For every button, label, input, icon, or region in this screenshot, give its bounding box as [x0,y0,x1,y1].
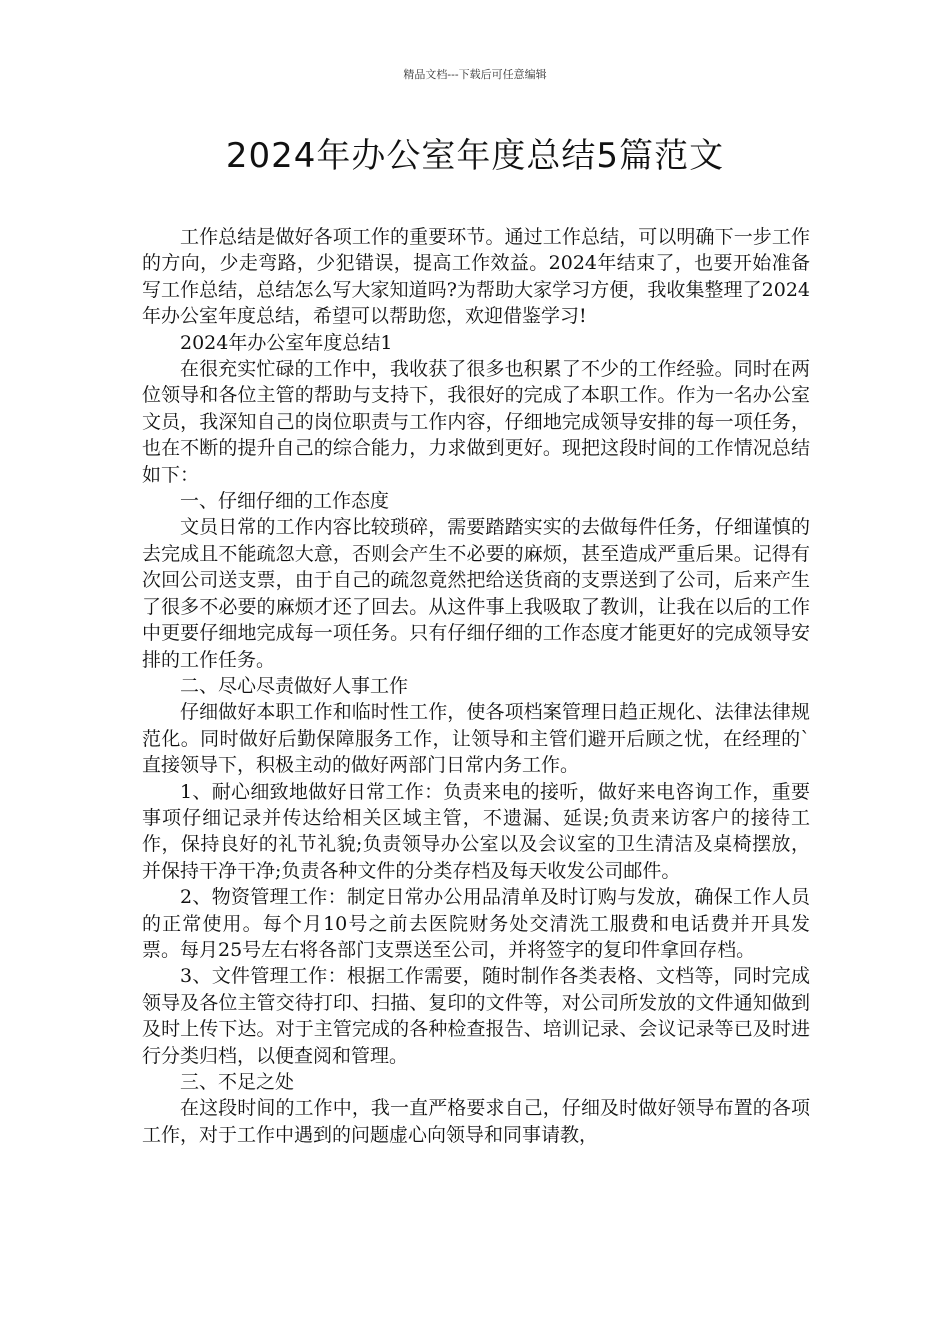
body-paragraph: 文员日常的工作内容比较琐碎，需要踏踏实实的去做每件任务，仔细谨慎的去完成且不能疏忽大意，否则会产生不必要的麻烦，甚至造成严重后果。记得有次回公司送支票，由于自己的疏忽竟然把给送货商的支票送到了公司，后来产生了很多不必要的麻烦才还了回去。从这件事上我吸取了教训，让我在以后的工作中更要仔细地完成每一项任务。只有仔细仔细的工作态度才能更好的完成领导安排的工作任务。 [142,516,810,671]
subheading-work-attitude: 一、仔细仔细的工作态度 [180,490,390,513]
body-paragraph: 在这段时间的工作中，我一直严格要求自己，仔细及时做好领导布置的各项工作，对于工作中遇到的问题虚心向领导和同事请教， [142,1097,810,1146]
body-paragraph: 仔细做好本职工作和临时性工作，使各项档案管理日趋正规化、法律法律规范化。同时做好后勤保障服务工作，让领导和主管们避开后顾之忧，在经理的`直接领导下，积极主动的做好两部门日常内务工作。 [142,701,810,777]
intro-paragraph: 工作总结是做好各项工作的重要环节。通过工作总结，可以明确下一步工作的方向，少走弯路，少犯错误，提高工作效益。2024年结束了，也要开始准备写工作总结，总结怎么写大家知道吗?为帮助大家学习方便，我收集整理了2024年办公室年度总结，希望可以帮助您，欢迎借鉴学习! [142,226,810,328]
subheading-personnel-work: 二、尽心尽责做好人事工作 [180,674,409,697]
body-paragraph: 在很充实忙碌的工作中，我收获了很多也积累了不少的工作经验。同时在两位领导和各位主管的帮助与支持下，我很好的完成了本职工作。作为一名办公室文员，我深知自己的岗位职责与工作内容，仔细地完成领导安排的每一项任务，也在不断的提升自己的综合能力，力求做到更好。现把这段时间的工作情况总结如下： [142,358,810,486]
section-title-summary-1: 2024年办公室年度总结1 [180,331,393,354]
page-header: 精品文档---下载后可任意编辑 [403,68,547,81]
document-title: 2024年办公室年度总结5篇范文 [225,136,725,176]
document-body [142,224,810,1148]
subheading-shortcomings: 三、不足之处 [180,1071,295,1093]
list-item-daily-work: 1、耐心细致地做好日常工作：负责来电的接听，做好来电咨询工作，重要事项仔细记录并传达给相关区域主管，不遗漏、延误;负责来访客户的接待工作，保持良好的礼节礼貌;负责领导办公室以及会议室的卫生清洁及桌椅摆放，并保持干净干净;负责各种文件的分类存档及每天收发公司邮件。 [142,780,810,882]
list-item-documents: 3、文件管理工作：根据工作需要，随时制作各类表格、文档等，同时完成领导及各位主管交待打印、扫描、复印的文件等，对公司所发放的文件通知做到及时上传下达。对于主管完成的各种检查报告、培训记录、会议记录等已及时进行分类归档，以便查阅和管理。 [142,965,810,1067]
list-item-supplies: 2、物资管理工作：制定日常办公用品清单及时订购与发放，确保工作人员的正常使用。每个月10号之前去医院财务处交清洗工服费和电话费并开具发票。每月25号左右将各部门支票送至公司，并将签字的复印件拿回存档。 [142,886,810,961]
